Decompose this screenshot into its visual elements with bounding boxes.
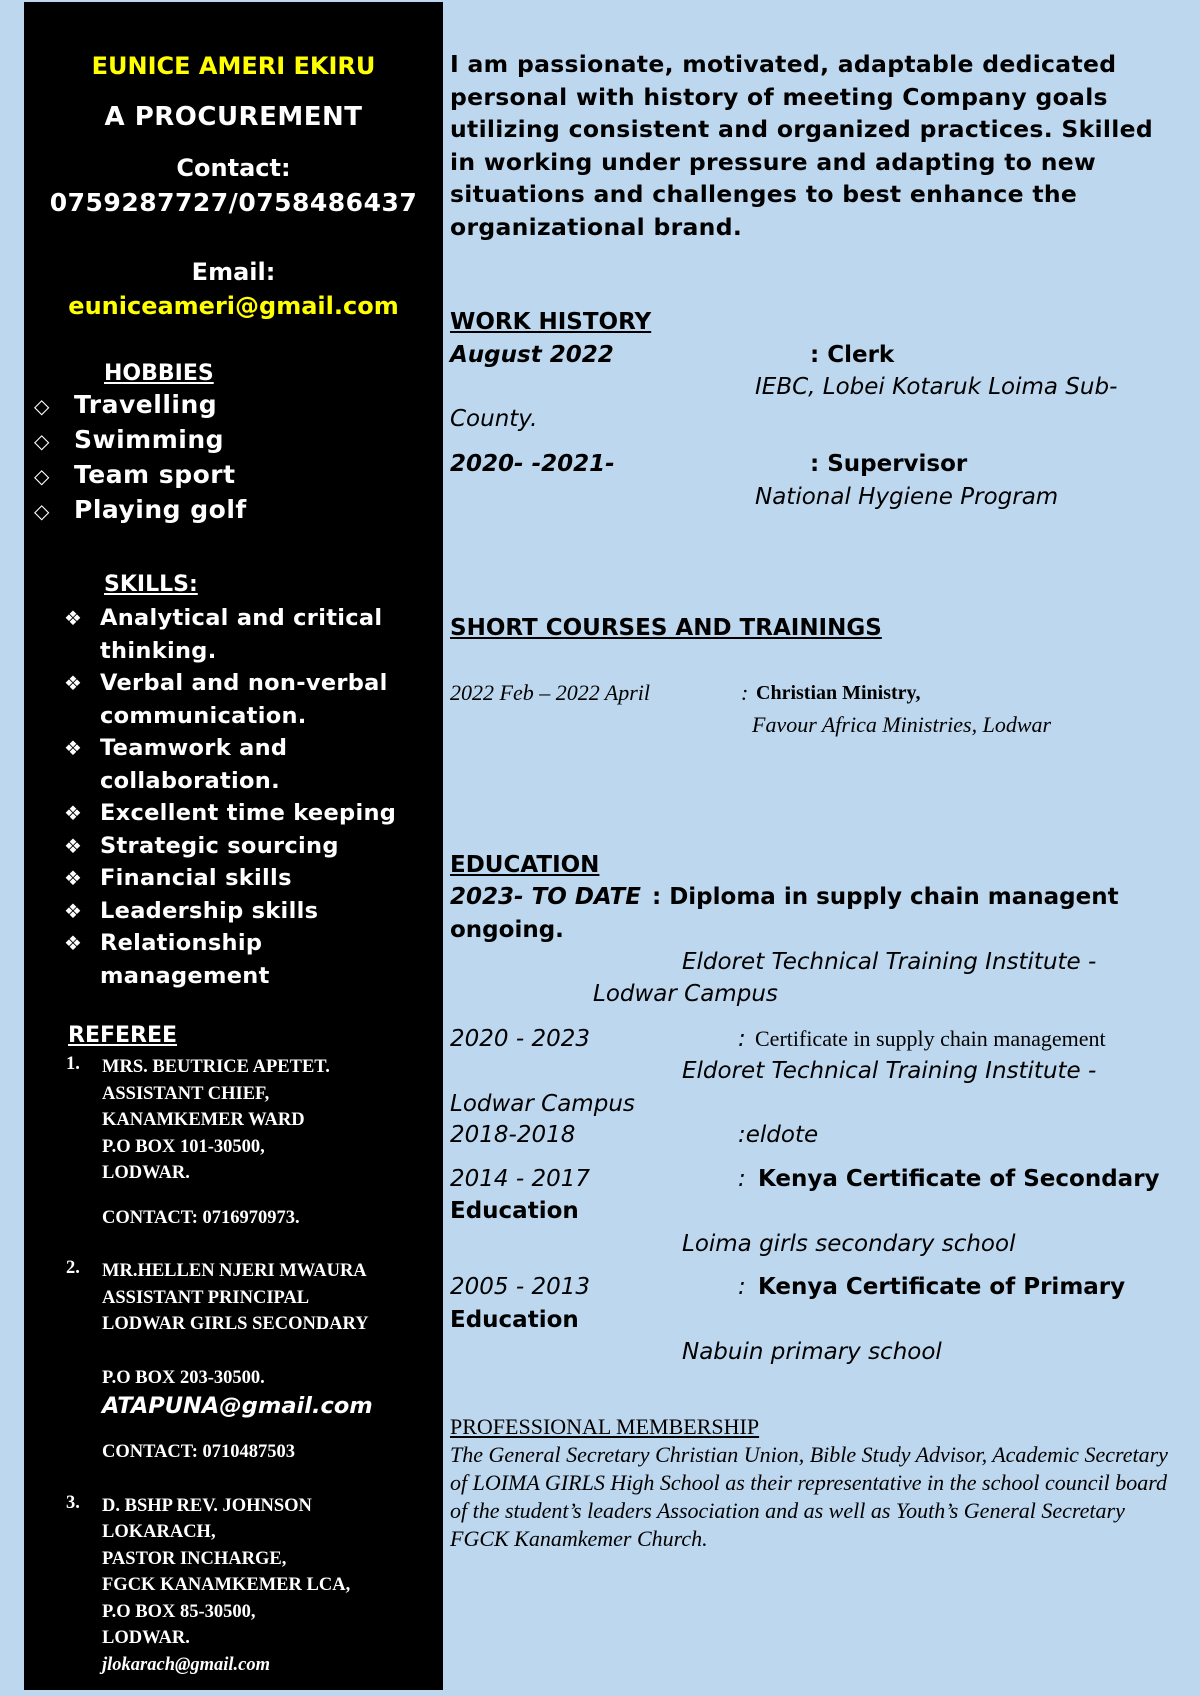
list-item: ❖ Strategic sourcing: [64, 830, 439, 863]
referee-email[interactable]: jlokarach@gmail.com: [102, 1654, 271, 1675]
referee-email[interactable]: ATAPUNA@gmail.com: [102, 1393, 373, 1419]
diamond-bullet-icon: ◇: [34, 394, 50, 418]
list-item: ◇ Playing golf: [34, 495, 247, 524]
work-place: IEBC, Lobei Kotaruk Loima Sub-: [755, 374, 1118, 400]
edu-date: 2020 - 2023: [450, 1026, 590, 1052]
work-place-cont: County.: [450, 406, 538, 432]
work-date: August 2022: [450, 342, 614, 368]
referee-heading: REFEREE: [68, 1023, 178, 1048]
referee-contact: CONTACT: 0710487503: [102, 1442, 296, 1462]
email-heading: Email:: [191, 258, 276, 286]
email-address[interactable]: euniceameri@gmail.com: [68, 292, 399, 320]
diamond-bullet-icon: ❖: [64, 801, 83, 825]
course-place: Favour Africa Ministries, Lodwar: [752, 712, 1052, 737]
edu-place: Eldoret Technical Training Institute -: [682, 1058, 1097, 1084]
list-item: ❖ Teamwork and collaboration.: [64, 732, 439, 797]
referee-item: 1. MRS. BEUTRICE APETET. ASSISTANT CHIEF, KANAMKEMER WARD P.O BOX 101-30500, LODWAR. CONTACT: 0716970973.: [66, 1054, 436, 1258]
diamond-bullet-icon: ◇: [34, 464, 50, 488]
course-date: 2022 Feb – 2022 April: [450, 680, 651, 705]
diamond-bullet-icon: ❖: [64, 931, 83, 955]
phone-number: 0759287727/0758486437: [49, 188, 418, 217]
diamond-bullet-icon: ❖: [64, 736, 83, 760]
referee-contact: CONTACT: 0716970973.: [102, 1207, 300, 1228]
list-item: ❖ Financial skills: [64, 862, 439, 895]
referee-item: 3. D. BSHP REV. JOHNSON LOKARACH, PASTOR INCHARGE, FGCK KANAMKEMER LCA, P.O BOX 85-30500, LODWAR. jlokarach@gmail.com: [66, 1493, 436, 1679]
sidebar: [24, 2, 443, 1690]
candidate-name: EUNICE AMERI EKIRU: [91, 52, 376, 80]
edu-date: 2005 - 2013: [450, 1274, 590, 1300]
course-title: Christian Ministry,: [756, 682, 921, 704]
diamond-bullet-icon: ❖: [64, 833, 83, 858]
list-item: ❖ Leadership skills: [64, 895, 439, 928]
hobbies-heading: HOBBIES: [104, 361, 214, 386]
list-item: ❖ Verbal and non-verbal communication.: [64, 667, 439, 732]
edu-date: 2014 - 2017: [450, 1166, 590, 1192]
edu-place: Eldoret Technical Training Institute -: [682, 949, 1097, 975]
edu-title: Kenya Certificate of Primary: [758, 1274, 1126, 1300]
courses-heading: SHORT COURSES AND TRAININGS: [450, 615, 882, 641]
list-item: ❖ Relationship management: [64, 927, 439, 992]
diamond-bullet-icon: ❖: [64, 866, 83, 890]
membership-body: The General Secretary Christian Union, Bible Study Advisor, Academic Secretary of LOIMA GIRLS High School as their representative in the school council board of the student’s leaders Association and as well as Youth’s General Secretary FGCK Kanamkemer Church.: [450, 1442, 1168, 1551]
edu-title: Certificate in supply chain management: [755, 1026, 1106, 1051]
diamond-bullet-icon: ◇: [34, 429, 50, 453]
edu-title: Kenya Certificate of Secondary: [758, 1166, 1160, 1192]
list-item: ◇ Travelling: [34, 390, 218, 419]
edu-title: :eldote: [738, 1122, 819, 1148]
edu-place: Loima girls secondary school: [682, 1231, 1016, 1257]
list-item: ❖ Analytical and critical thinking.: [64, 602, 439, 667]
skills-heading: SKILLS:: [104, 572, 198, 597]
work-date: 2020- -2021-: [450, 451, 615, 477]
diamond-bullet-icon: ❖: [64, 671, 83, 695]
candidate-role: A PROCUREMENT: [104, 102, 363, 132]
referee-list: [66, 1054, 436, 1678]
work-place: National Hygiene Program: [755, 484, 1059, 510]
contact-heading: Contact:: [176, 154, 291, 182]
edu-place: Nabuin primary school: [682, 1339, 942, 1365]
diamond-bullet-icon: ❖: [64, 898, 83, 923]
education-heading: EDUCATION: [450, 852, 600, 878]
skills-list: [64, 602, 439, 992]
list-item: ◇ Team sport: [34, 460, 236, 489]
work-title: : Clerk: [810, 342, 895, 368]
referee-item: 2. MR.HELLEN NJERI MWAURA ASSISTANT PRINCIPAL LODWAR GIRLS SECONDARY P.O BOX 203-30500. ATAPUNA@gmail.com CONTACT: 0710487503: [66, 1258, 436, 1493]
edu-date: 2023- TO DATE: [450, 884, 641, 910]
hobbies-list: [34, 390, 247, 530]
diamond-bullet-icon: ◇: [34, 499, 50, 523]
work-history-heading: WORK HISTORY: [450, 309, 652, 335]
edu-title: : Diploma in supply chain managent: [652, 884, 1119, 910]
work-title: : Supervisor: [810, 451, 968, 477]
membership-heading: PROFESSIONAL MEMBERSHIP: [450, 1414, 760, 1439]
list-item: ◇ Swimming: [34, 425, 225, 454]
edu-date: 2018-2018: [450, 1122, 576, 1148]
profile-summary: I am passionate, motivated, adaptable dedicated personal with history of meeting Company goals utilizing consistent and organized practices. Skilled in working under pressure and adapting to new situations and challenges to best enhance the organizational brand.: [450, 50, 1153, 241]
list-item: ❖ Excellent time keeping: [64, 797, 439, 830]
diamond-bullet-icon: ❖: [64, 606, 83, 630]
